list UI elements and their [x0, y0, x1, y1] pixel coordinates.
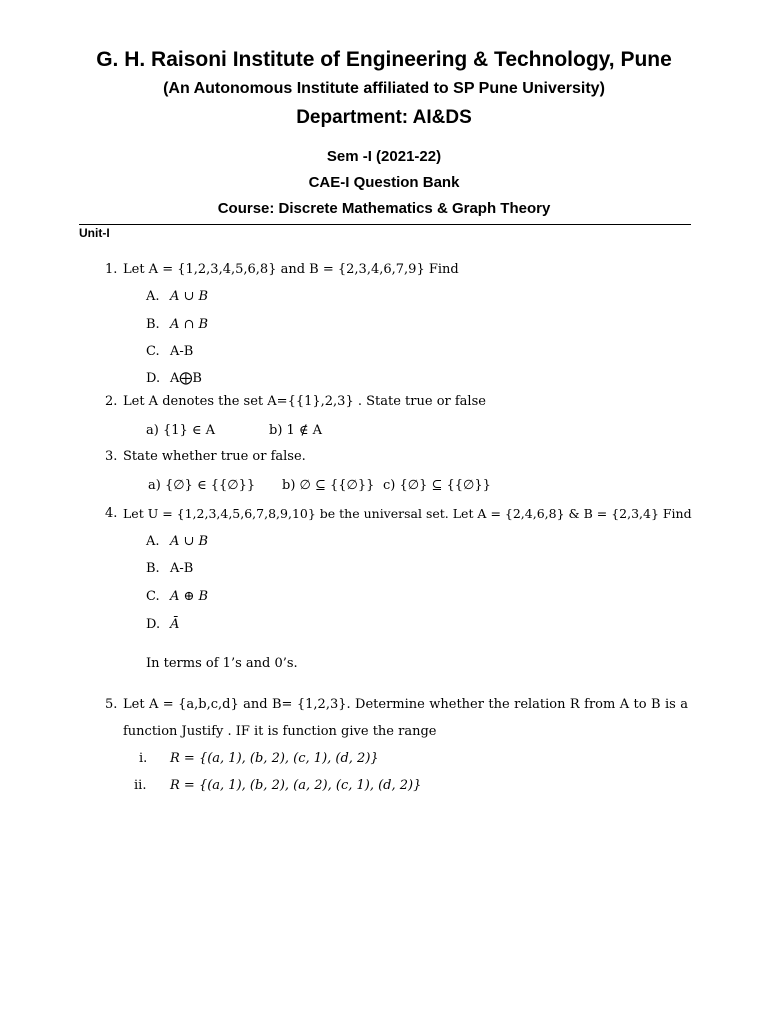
question-stem: Let A denotes the set A={{1},2,3} . State true or false: [123, 394, 486, 409]
question-bank-title: CAE-I Question Bank: [308, 174, 460, 191]
option-text: R = {(a, 1), (b, 2), (a, 2), (c, 1), (d, 2)}: [170, 778, 422, 793]
unit-heading: Unit-I: [79, 226, 110, 240]
institute-name: G. H. Raisoni Institute of Engineering & Technology, Pune: [96, 48, 672, 71]
statement-a: a) {∅} ∈ {{∅}}: [148, 478, 256, 493]
question-number: 3.: [105, 449, 118, 464]
statement-b: b) 1 ∉ A: [269, 423, 323, 438]
statement-c: c) {∅} ⊆ {{∅}}: [383, 478, 491, 493]
option-label: i.: [139, 751, 148, 766]
question-number: 4.: [105, 506, 118, 521]
question-stem: Let A = {1,2,3,4,5,6,8} and B = {2,3,4,6,7,9} Find: [123, 262, 459, 277]
option-text: A-B: [170, 344, 194, 359]
question-stem-line: Let A = {a,b,c,d} and B= {1,2,3}. Determine whether the relation R from A to B is a: [123, 697, 688, 712]
option-label: C.: [146, 589, 160, 604]
binary-note: In terms of 1’s and 0’s.: [146, 656, 298, 671]
option-label: D.: [146, 617, 161, 632]
course-title: Course: Discrete Mathematics & Graph Theory: [217, 200, 551, 217]
option-label: D.: [146, 371, 161, 386]
question-stem: State whether true or false.: [123, 449, 306, 464]
option-text: A ⊕ B: [170, 589, 209, 604]
option-text: R = {(a, 1), (b, 2), (c, 1), (d, 2)}: [170, 751, 379, 766]
statement-a: a) {1} ∈ A: [146, 423, 216, 438]
semester: Sem -I (2021-22): [326, 148, 442, 165]
header-divider: [79, 224, 691, 225]
question-number: 1.: [105, 262, 118, 277]
option-label: C.: [146, 344, 160, 359]
option-text: A-B: [170, 561, 194, 576]
option-text: A⨁B: [170, 371, 202, 386]
option-text: Ā: [170, 617, 180, 632]
option-label: A.: [146, 289, 160, 304]
department: Department: AI&DS: [296, 107, 472, 128]
option-text: A ∪ B: [170, 289, 209, 304]
question-stem-continuation: function Justify . IF it is function give the range: [123, 724, 437, 739]
question-stem: Let U = {1,2,3,4,5,6,7,8,9,10} be the universal set. Let A = {2,4,6,8} & B = {2,3,4} Find: [123, 506, 692, 521]
option-text: A ∪ B: [170, 534, 209, 549]
option-label: ii.: [134, 778, 147, 793]
option-text: A ∩ B: [170, 317, 209, 332]
question-number: 5.: [105, 697, 118, 712]
question-number: 2.: [105, 394, 118, 409]
option-label: B.: [146, 561, 160, 576]
option-label: B.: [146, 317, 160, 332]
statement-b: b) ∅ ⊆ {{∅}}: [282, 478, 375, 493]
option-label: A.: [146, 534, 160, 549]
affiliation: (An Autonomous Institute affiliated to SP Pune University): [163, 80, 605, 97]
question-stem: [123, 697, 688, 713]
